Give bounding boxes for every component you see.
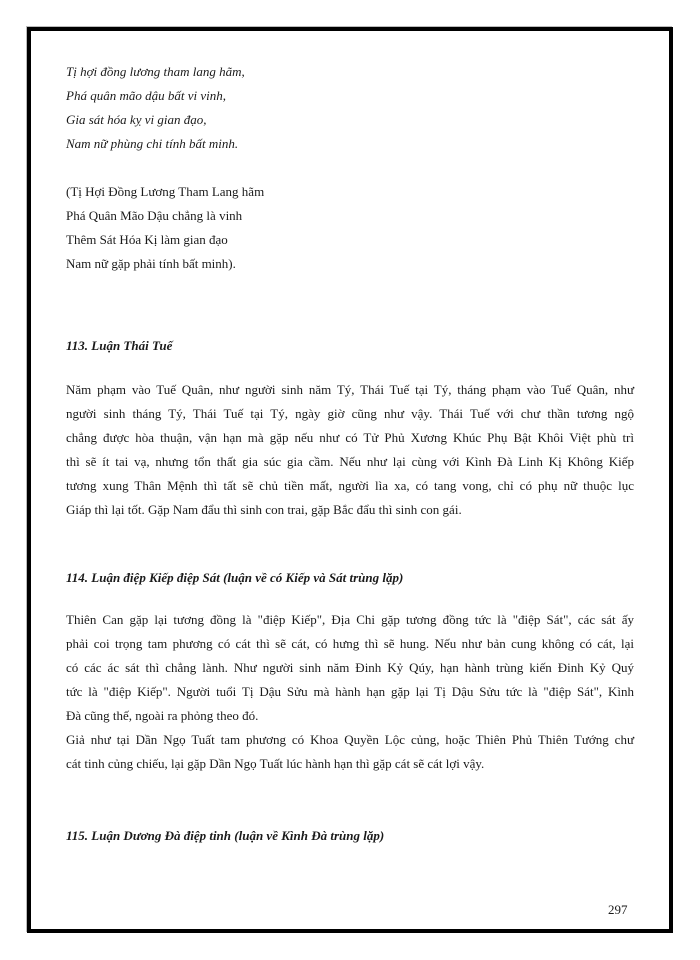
verse-line: Nam nữ gặp phải tính bất minh). xyxy=(66,256,236,271)
section-114-paragraph-1 xyxy=(66,608,634,728)
section-heading-115: 115. Luận Dương Đà điệp tinh (luận về Kình Đà trùng lặp) xyxy=(66,828,385,843)
paragraph-line: phải coi trọng tam phương có cát thì sẽ cát, có hưng thì sẽ hung. Nếu như bản cung không có cát, lại xyxy=(66,636,634,651)
paragraph-line: người sinh tháng Tý, Thái Tuế tại Tý, ngày giờ cũng như vậy. Thái Tuế với chư thần tương ngộ xyxy=(66,406,634,421)
verse-line: Gia sát hóa kỵ vi gian đạo, xyxy=(66,112,207,127)
paragraph-line: cát tinh củng chiếu, lại gặp Dần Ngọ Tuất lúc hành hạn thì gặp cát sẽ cát lợi vậy. xyxy=(66,756,485,771)
paragraph-line: Giả như tại Dần Ngọ Tuất tam phương có Khoa Quyền Lộc củng, hoặc Thiên Phủ Thiên Tướng chư xyxy=(66,732,634,747)
verse-line: Tị hợi đồng lương tham lang hãm, xyxy=(66,64,245,79)
section-heading-114: 114. Luận điệp Kiếp điệp Sát (luận về có Kiếp và Sát trùng lặp) xyxy=(66,570,404,585)
paragraph-line: Thiên Can gặp lại tương đồng là "điệp Kiếp", Địa Chi gặp tương đồng tức là "điệp Sát", các sát ấy xyxy=(66,612,634,627)
paragraph-line: Đà cũng thế, ngoài ra phỏng theo đó. xyxy=(66,708,259,723)
verse-line: Phá Quân Mão Dậu chẳng là vinh xyxy=(66,208,243,223)
paragraph-line: Giáp thì lại tốt. Gặp Nam đẩu thì sinh con trai, gặp Bắc đẩu thì sinh con gái. xyxy=(66,502,462,517)
section-heading-113: 113. Luận Thái Tuế xyxy=(66,338,173,353)
paragraph-line: tương xung Thân Mệnh thì tất sẽ chủ tiền mất, người lìa xa, có tang vong, chỉ có phụ nữ thuộc lục xyxy=(66,478,634,493)
verse-line: Phá quân mão dậu bất vi vinh, xyxy=(66,88,226,103)
verse-line: Thêm Sát Hóa Kị làm gian đạo xyxy=(66,232,228,247)
section-114-paragraph-2 xyxy=(66,728,634,776)
paragraph-line: có các ác sát thì chẳng lành. Như người sinh năm Đinh Kỷ Qúy, hạn hành trùng kiến Đinh Kỷ Quý xyxy=(66,660,634,675)
page-number: 297 xyxy=(608,902,628,917)
paragraph-line: Năm phạm vào Tuế Quân, như người sinh năm Tý, Thái Tuế tại Tý, tháng phạm vào Tuế Quân, như xyxy=(66,382,634,397)
verse-translation xyxy=(66,180,634,276)
verse-line: Nam nữ phùng chi tính bất minh. xyxy=(66,136,239,151)
page-content xyxy=(66,60,634,846)
paragraph-line: chẳng được hòa thuận, vận hạn mà gặp nếu như có Tử Phủ Xương Khúc Phụ Bật Khôi Việt phù trì xyxy=(66,430,634,445)
verse-original xyxy=(66,60,634,156)
verse-line: (Tị Hợi Đồng Lương Tham Lang hãm xyxy=(66,184,265,199)
paragraph-line: tức là "điệp Kiếp". Người tuổi Tị Dậu Sửu mà hành hạn gặp lại Tị Dậu Sửu tức là "điệp Sát", Kình xyxy=(66,684,634,699)
section-113-paragraph xyxy=(66,378,634,522)
paragraph-line: thì sẽ ít tai vạ, nhưng tổn thất gia súc gia cầm. Nếu như lại cùng với Kình Đà Linh Kị Không Kiếp xyxy=(66,454,634,469)
